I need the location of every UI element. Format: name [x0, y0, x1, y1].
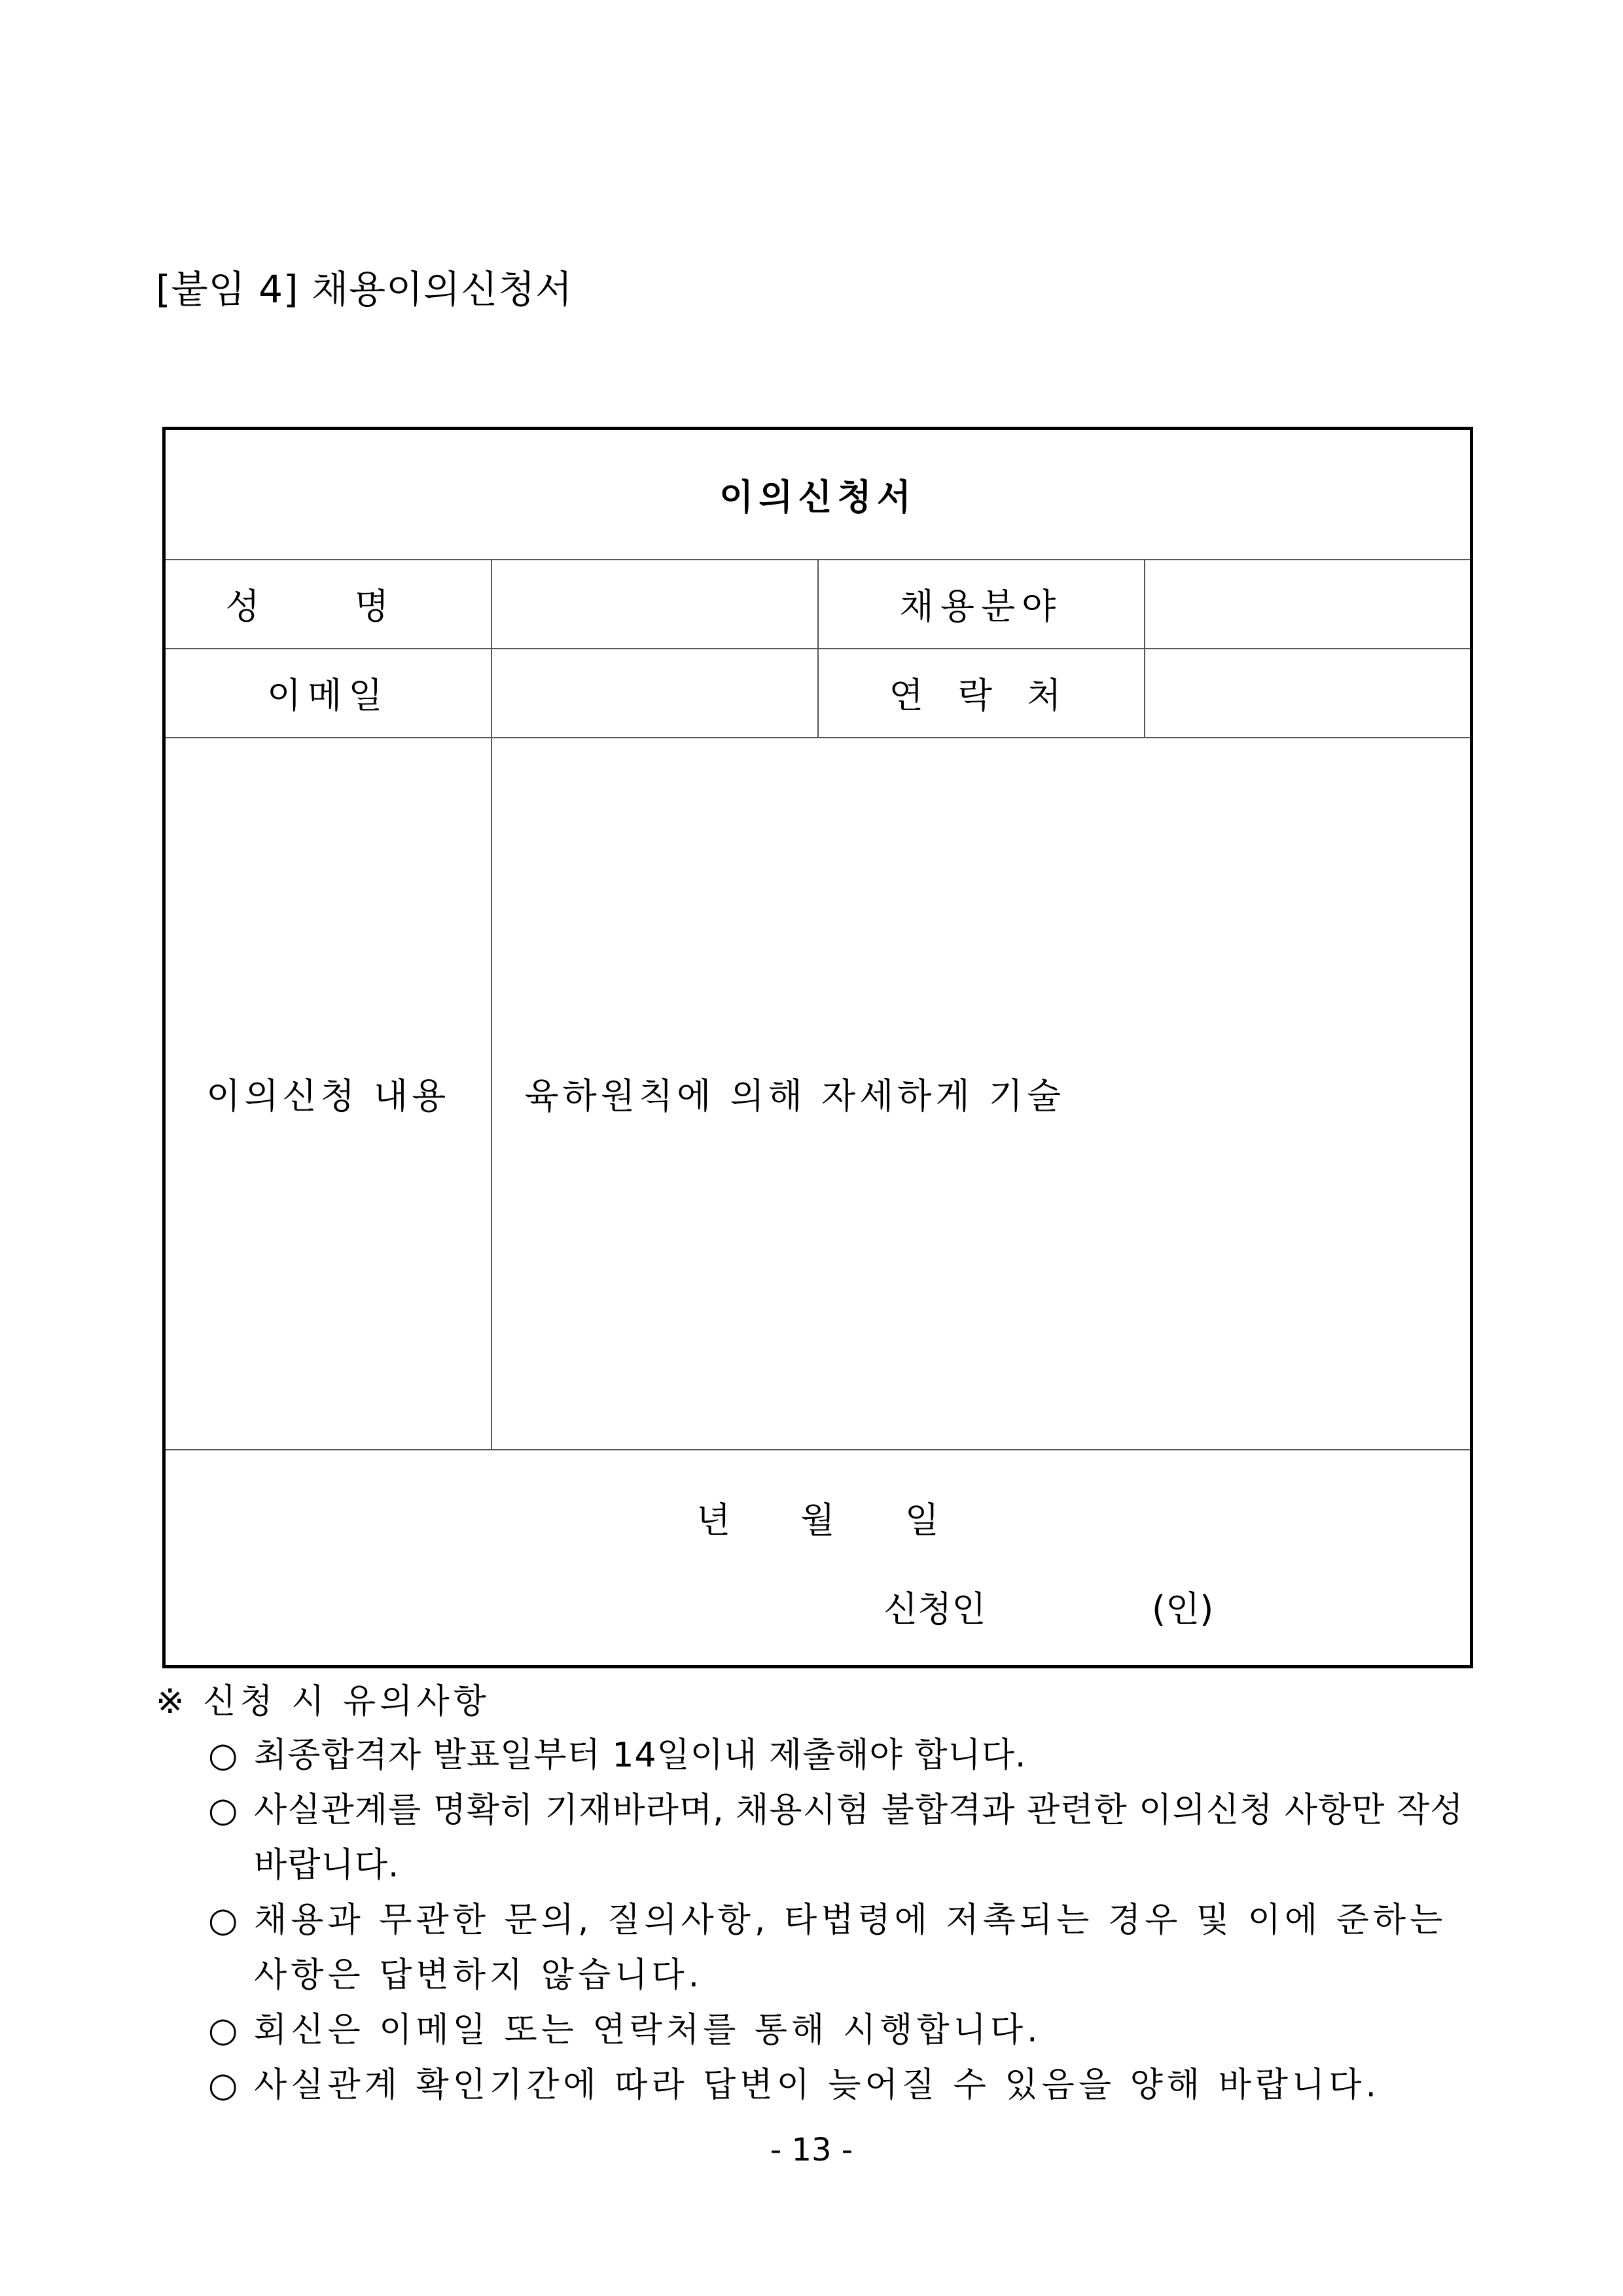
email-label: 이메일 [164, 649, 491, 738]
list-item [156, 1893, 1484, 2003]
signature-section [164, 1450, 1472, 1667]
circle-bullet-icon: ○ [208, 1791, 239, 1830]
applicant-label: 신청인 [883, 1588, 986, 1630]
note-text: 회신은 이메일 또는 연락처를 통해 시행합니다. [254, 2011, 1042, 2050]
list-item [156, 2003, 1484, 2058]
name-field[interactable] [491, 560, 818, 649]
note-text: 사실관계를 명확히 기재바라며, 채용시험 불합격과 관련한 이의신청 사항만 작성바랍니다. [254, 1791, 1464, 1885]
name-label: 성 명 [164, 560, 491, 649]
objection-form-table [162, 427, 1473, 1668]
date-line: 년 월 일 [696, 1499, 939, 1541]
notes-list [156, 1728, 1484, 2113]
objection-content-field[interactable]: 육하원칙에 의해 자세하게 기술 [491, 738, 1472, 1450]
note-text: 최종합격자 발표일부터 14일이내 제출해야 합니다. [254, 1736, 1027, 1775]
contact-label: 연 락 처 [818, 649, 1145, 738]
circle-bullet-icon: ○ [208, 2011, 242, 2050]
list-item [156, 1783, 1484, 1893]
contact-field[interactable] [1145, 649, 1472, 738]
objection-content-label: 이의신청 내용 [164, 738, 491, 1450]
notes-title: ※ 신청 시 유의사항 [156, 1682, 490, 1721]
list-item [156, 2058, 1484, 2113]
note-text: 채용과 무관한 문의, 질의사항, 타법령에 저촉되는 경우 및 이에 준하는 사항은 답변하지 않습니다. [254, 1901, 1447, 1995]
recruitment-field-label: 채용분야 [818, 560, 1145, 649]
notes-section [156, 1676, 1484, 2113]
note-text: 사실관계 확인기간에 따라 답변이 늦어질 수 있음을 양해 바랍니다. [254, 2066, 1381, 2105]
email-field[interactable] [491, 649, 818, 738]
page-heading: [붙임 4] 채용이의신청서 [156, 267, 573, 312]
circle-bullet-icon: ○ [208, 1901, 242, 1940]
list-item [156, 1728, 1484, 1783]
seal-mark: (인) [1152, 1588, 1214, 1630]
recruitment-field-input[interactable] [1145, 560, 1472, 649]
circle-bullet-icon: ○ [208, 1736, 239, 1775]
circle-bullet-icon: ○ [208, 2066, 242, 2105]
page-number: - 13 - [770, 2132, 853, 2168]
form-title: 이의신청서 [164, 429, 1472, 560]
